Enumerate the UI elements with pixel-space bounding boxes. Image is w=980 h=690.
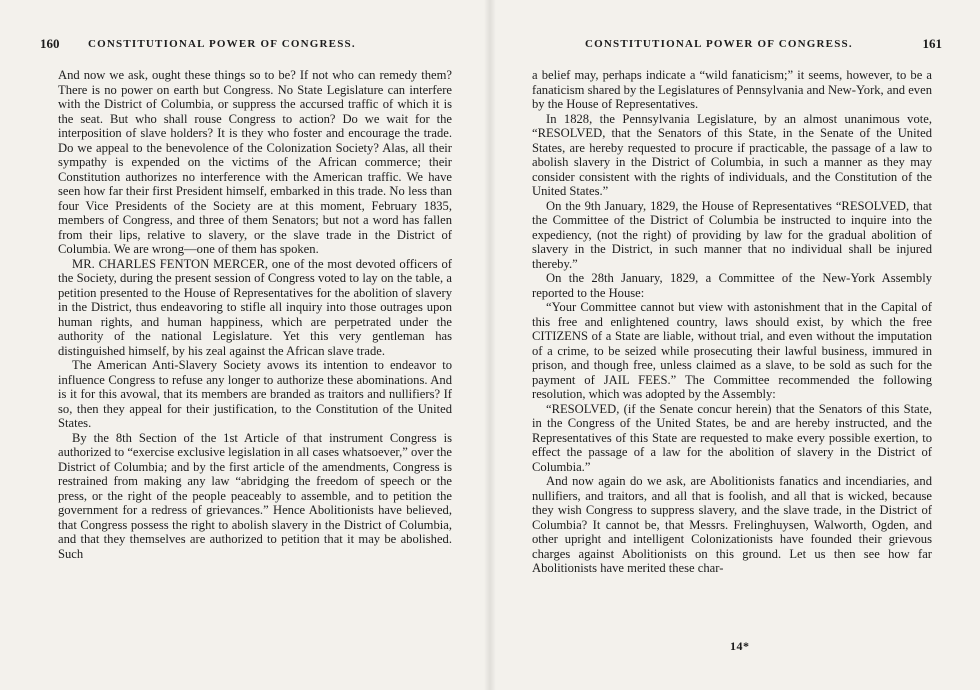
paragraph: “RESOLVED, (if the Senate concur herein) that the Senators of this State, in the Congress of the United States, be and are hereby instructed, and the Representatives of this State are requested to make every possible exertion, to effect the passage of a law for the abolition of slavery in the District of Columbia.” (532, 401, 932, 474)
right-page-body (532, 68, 932, 576)
signature-mark: 14* (730, 639, 750, 653)
paragraph: On the 28th January, 1829, a Committee of the New-York Assembly reported to the House: (532, 271, 932, 300)
paragraph: And now we ask, ought these things so to be? If not who can remedy them? There is no power on earth but Congress. No State Legislature can interfere with the District of Columbia, or suppress the accursed traffic of which it is the seat. But who shall rouse Congress to action? Do we wait for the interposition of slave holders? It is they who foster and encourage the trade. Do we appeal to the benevolence of the Colonization Society? Alas, all their sympathy is expended on the victims of the African commerce; their Constitution authorizes no interference with the American traffic. We have seen how far their first President himself, embarked in this trade. No less than four Vice Presidents of the Society are at this moment, February 1835, members of Congress, and three of them Senators; but not a word has fallen from their lips, relative to slavery, or the slave trade in the District of Columbia. We are wrong—one of them has spoken. (58, 68, 452, 256)
right-page-number: 161 (922, 36, 942, 51)
paragraph: MR. CHARLES FENTON MERCER, one of the most devoted officers of the Society, during the present session of Congress voted to lay on the table, a petition presented to the House of Representatives for the abolition of slavery in the District, thus endeavoring to stifle all inquiry into those outrages upon human rights, and human happiness, which are perpetrated under the authority of the national Legislature. Yet this very gentleman has distinguished himself, by his zeal against the African slave trade. (58, 256, 452, 358)
left-page-body (58, 68, 452, 561)
paragraph: a belief may, perhaps indicate a “wild fanaticism;” it seems, however, to be a fanaticism shared by the Legislatures of Pennsylvania and New-York, and even by the House of Representatives. (532, 68, 932, 111)
paragraph: By the 8th Section of the 1st Article of that instrument Congress is authorized to “exercise exclusive legislation in all cases whatsoever,” over the District of Columbia; and by the first article of the amendments, Congress is restrained from making any law “abridging the freedom of speech or the press, or the right of the people peaceably to assemble, and to petition the government for a redress of grievances.” Hence Abolitionists have believed, that Congress possess the right to abolish slavery in the District of Columbia, and that they themselves are authorized to petition that it may be abolished. Such (58, 430, 452, 561)
paragraph: And now again do we ask, are Abolitionists fanatics and incendiaries, and nullifiers, and traitors, and all that is foolish, and all that is wicked, because they wish Congress to suppress slavery, and the slave trade, in the District of Columbia? It cannot be, that Messrs. Frelinghuysen, Walworth, Ogden, and other upright and intelligent Colonizationists have founded their grievous charges against Abolitionists on this ground. Let us then see how far Abolitionists have merited these char- (532, 474, 932, 575)
paragraph: The American Anti-Slavery Society avows its intention to endeavor to influence Congress to refuse any longer to authorize these abominations. And is it for this avowal, that its members are branded as traitors and nullifiers? If so, then they appeal for their justification, to the Constitution of the United States. (58, 358, 452, 430)
paragraph: On the 9th January, 1829, the House of Representatives “RESOLVED, that the Committee of the District of Columbia be instructed to inquire into the expediency, (not the right) of providing by law for the gradual abolition of slavery in the District, in such manner that no individual shall be injured thereby.” (532, 198, 932, 271)
right-page (490, 0, 980, 690)
right-page-header (532, 38, 942, 56)
left-page-number: 160 (40, 36, 60, 51)
paragraph: In 1828, the Pennsylvania Legislature, by an almost unanimous vote, “RESOLVED, that the Senators of this State, in the Senate of the United States, are hereby requested to procure if practicable, the passage of a law to abolish slavery in the District of Columbia, in such a manner as they may consider consistent with the rights of individuals, and the Constitution of the United States.” (532, 111, 932, 198)
paragraph: “Your Committee cannot but view with astonishment that in the Capital of this free and enlightened country, laws should exist, by which the free CITIZENS of a State are liable, without trial, and even without the imputation of a crime, to be seized while prosecuting their lawful business, immured in prison, and though free, unless claimed as a slave, to be sold as such for the payment of JAIL FEES.” The Committee recommended the following resolution, which was adopted by the Assembly: (532, 300, 932, 401)
left-page-header (40, 38, 452, 56)
right-running-head: CONSTITUTIONAL POWER OF CONGRESS. (585, 38, 853, 50)
left-running-head: CONSTITUTIONAL POWER OF CONGRESS. (88, 38, 356, 50)
